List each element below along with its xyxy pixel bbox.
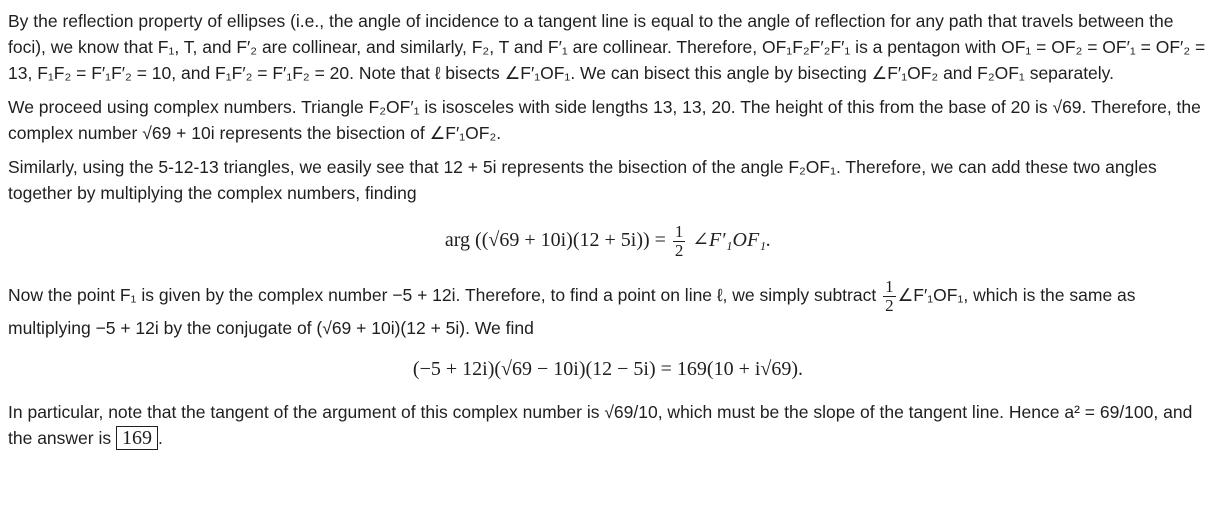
paragraph-point-f1-text-a: Now the point F₁ is given by the complex number −5 + 12i. Therefore, to find a point on line ℓ, we simply subtract	[8, 285, 877, 306]
equation-arg-fraction	[673, 223, 686, 260]
paragraph-point-f1-text-b: ∠F′₁OF₁, which is the same as multiplying −5 + 12i by the conjugate of (√69 + 10i)(12 + 5i). We find	[8, 285, 1136, 338]
equation-product-text: (−5 + 12i)(√69 − 10i)(12 − 5i) = 169(10 + i√69).	[412, 358, 804, 380]
paragraph-conclusion-text: In particular, note that the tangent of the argument of this complex number is √69/10, which must be the slope of the tangent line. Hence a² = 69/100, and the answer is	[8, 402, 1193, 448]
paragraph-complex-numbers: We proceed using complex numbers. Triangle F₂OF′₁ is isosceles with side lengths 13, 13, 20. The height of this from the base of 20 is √69. Therefore, the complex number √69 + 10i represents the bisection of ∠F′₁OF₂.	[8, 97, 1201, 143]
equation-arg-rhs: ∠F′₁OF₁.	[692, 229, 772, 251]
paragraph-5-12-13: Similarly, using the 5-12-13 triangles, we easily see that 12 + 5i represents the bisection of the angle F₂OF₁. Therefore, we can add these two angles together by multiplying the complex numbers, finding	[8, 157, 1157, 203]
answer-box: 169	[116, 426, 158, 450]
fraction-denominator: 2	[885, 296, 894, 315]
fraction-numerator: 1	[885, 277, 894, 296]
fraction-denominator: 2	[674, 240, 684, 260]
equation-arg	[8, 220, 1208, 260]
inline-fraction-half	[883, 278, 896, 315]
equation-product	[8, 349, 1208, 389]
solution-document	[8, 8, 1208, 459]
equation-arg-lhs: arg ((√69 + 10i)(12 + 5i)) =	[444, 229, 666, 251]
paragraph-conclusion-end: .	[157, 428, 163, 448]
fraction-numerator: 1	[674, 221, 684, 241]
paragraph-point-f1	[8, 278, 1208, 341]
paragraph-reflection-property: By the reflection property of ellipses (i.e., the angle of incidence to a tangent line is equal to the angle of reflection for any path that travels between the foci), we know that F₁, T, and F′₂ are collinear, and similarly, F₂, T and F′₁ are collinear. Therefore, OF₁F₂F′₂F′₁ is a pentagon with OF₁ = OF₂ = OF′₁ = OF′₂ = 13, F₁F₂ = F′₁F′₂ = 10, and F₁F′₂ = F′₁F₂ = 20. Note that ℓ bisects ∠F′₁OF₁. We can bisect this angle by bisecting ∠F′₁OF₂ and F₂OF₁ separately.	[8, 11, 1206, 83]
paragraph-conclusion	[8, 399, 1208, 451]
